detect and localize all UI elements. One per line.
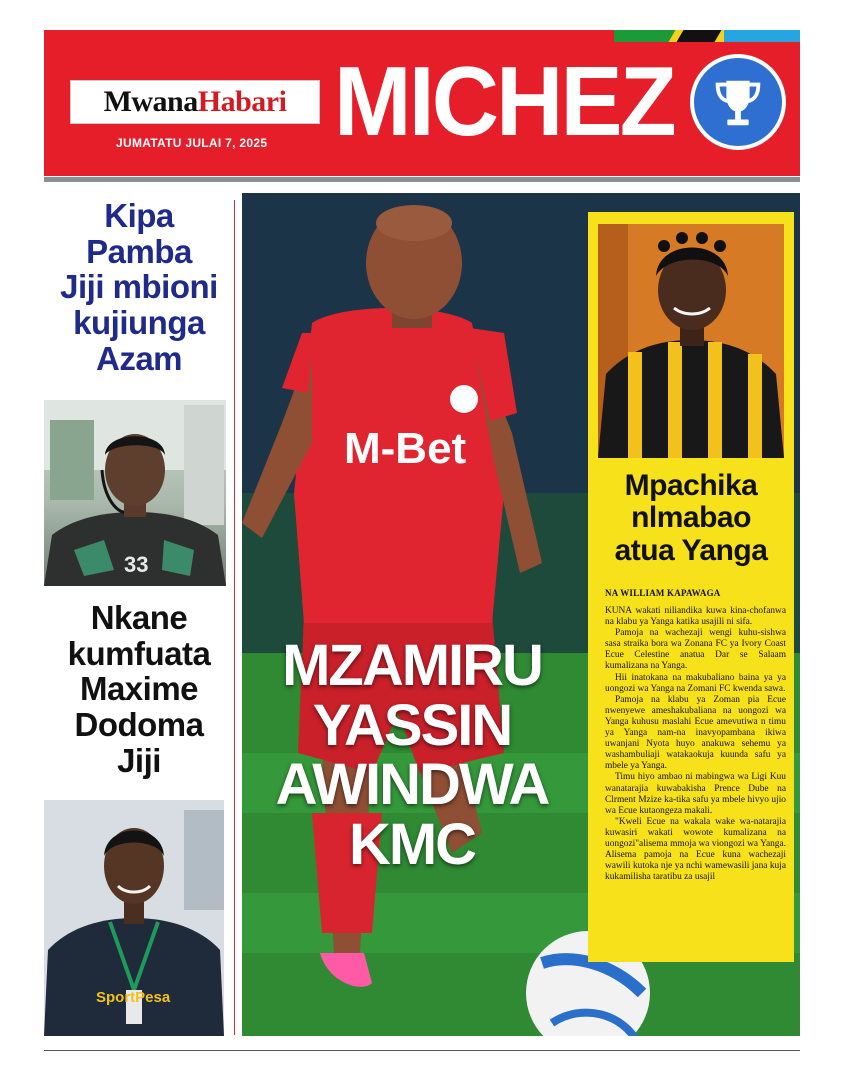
- column-divider: [234, 200, 235, 1035]
- story-1-photo: [44, 400, 226, 586]
- trophy-icon: [707, 71, 769, 133]
- article-body: [605, 606, 786, 883]
- story-1-headline[interactable]: Kipa Pamba Jiji mbioni kujiunga Azam: [60, 197, 218, 377]
- page-bottom-rule: [44, 1050, 800, 1051]
- article-paragraph: Hii inatokana na makubaliano baina ya ya uongozi wa Yanga na Zomani FC kwenda sawa.: [605, 672, 786, 694]
- staff-photo-illustration: [44, 800, 224, 1036]
- masthead-rule: [44, 177, 800, 182]
- striker-photo-illustration: [598, 224, 784, 458]
- sidebar-story-photo: [598, 224, 784, 458]
- main-headline[interactable]: MZAMIRU YASSIN AWINDWA KMC: [275, 633, 549, 878]
- svg-text:SportPesa: SportPesa: [96, 989, 171, 1006]
- goalkeeper-photo-illustration: [44, 400, 226, 586]
- newspaper-logo[interactable]: [70, 80, 320, 124]
- logo-text-habari: Habari: [197, 85, 287, 118]
- byline: NA WILLIAM KAPAWAGA: [605, 588, 721, 598]
- svg-text:33: 33: [124, 552, 149, 577]
- article-paragraph: "Kweli Ecue na wakala wake wa-natarajia kuwasiri wakati wowote kumalizana na uongozi"alisema mmoja wa viongozi wa Yanga. Alisema pamoja na Ecue kuna wachezaji wawili kutoka nje ya nchi wamewasili jana kuja kukamilisha taratibu za usajil: [605, 816, 786, 883]
- issue-date: JUMATATU JULAI 7, 2025: [116, 136, 268, 150]
- jersey-sponsor-text: M-Bet: [344, 424, 467, 473]
- section-title: MICHEZ: [334, 46, 674, 156]
- article-paragraph: Pamoja na klabu ya Zoman pia Ecue nwenyewe ameshakubaliana na uongozi wa Yanga kuhusu maslahi Ecue amevutiwa n timu ya Yanga nam-na inavyopambana ikiwa uwanjani Nyota huyo anakuwa sehemu ya washambuliaji watakaokuja kuunda safu ya mbele ya Yanga.: [605, 694, 786, 772]
- article-paragraph: KUNA wakati niliandika kuwa kina-chofanwa na klabu ya Yanga katika usajili ni sifa.: [605, 606, 786, 628]
- sidebar-headline[interactable]: Mpachika nlmabao atua Yanga: [614, 469, 768, 567]
- story-2-headline[interactable]: Nkane kumfuata Maxime Dodoma Jiji: [67, 599, 211, 779]
- story-2-photo: [44, 800, 224, 1036]
- article-paragraph: Pamoja na wachezaji wengi kuhu-sishwa sasa straika bora wa Zonana FC ya Ivory Coast Ecue Celestine anatua Dar se Salaam kumalizana na Yanga.: [605, 628, 786, 672]
- article-paragraph: Timu hiyo ambao ni mabingwa wa Ligi Kuu wanatarajia kuwabakisha Prence Dube na Clrment Mzize ka-tika safu ya mbele hivyo ujio wa Ecue kutaongeza makali.: [605, 772, 786, 816]
- trophy-badge: [690, 54, 786, 150]
- flag-strip: [614, 30, 800, 42]
- masthead: [44, 30, 800, 176]
- logo-text-mwana: Mwana: [103, 85, 198, 118]
